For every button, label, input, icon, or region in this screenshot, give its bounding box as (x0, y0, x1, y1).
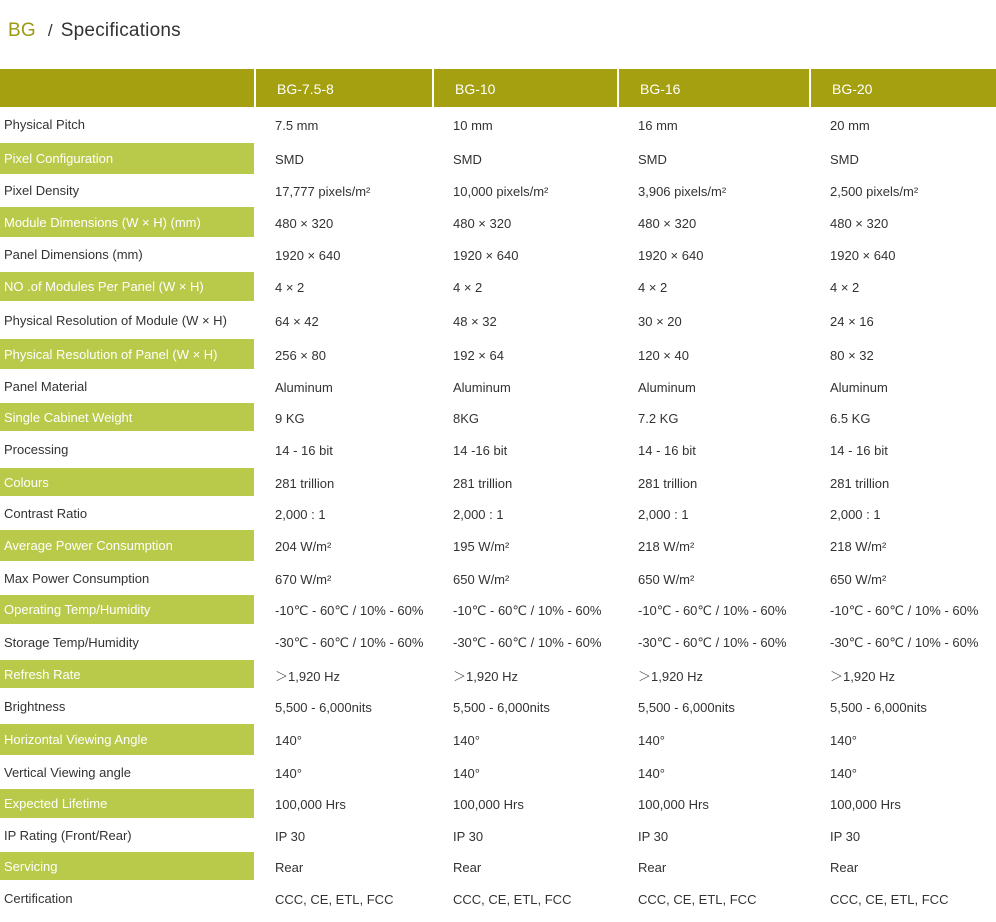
spec-label-cell (0, 787, 254, 820)
spec-value: 4 × 2 (830, 280, 860, 295)
spec-value-cell (617, 303, 809, 337)
spec-label: Module Dimensions (W × H) (mm) (4, 214, 201, 230)
spec-value-cell (254, 270, 432, 303)
spec-value: Rear (638, 859, 667, 875)
table-row (0, 787, 996, 820)
spec-value: Rear (453, 859, 482, 875)
table-row (0, 141, 996, 176)
spec-label-cell (0, 239, 254, 270)
spec-value-cell (809, 658, 996, 690)
spec-value-cell (432, 239, 617, 270)
spec-value-cell (254, 176, 432, 205)
spec-value-cell (809, 141, 996, 176)
spec-value-cell (432, 626, 617, 658)
spec-value: 6.5 KG (830, 410, 871, 426)
spec-value-cell (432, 563, 617, 593)
spec-value: 480 × 320 (453, 215, 512, 231)
spec-value-cell (432, 141, 617, 176)
spec-value: 7.5 mm (275, 117, 319, 133)
model-name: BG-20 (832, 81, 873, 97)
spec-value-cell (809, 107, 996, 141)
spec-label-cell (0, 401, 254, 433)
spec-label-cell (0, 498, 254, 528)
spec-value: 650 W/m² (830, 571, 887, 587)
spec-value: -30℃ - 60℃ / 10% - 60% (453, 635, 602, 650)
spec-value: 140° (275, 765, 302, 781)
table-row (0, 303, 996, 337)
spec-value-cell (254, 690, 432, 722)
spec-value: CCC, CE, ETL, FCC (830, 892, 949, 907)
spec-value: 256 × 80 (275, 347, 326, 363)
spec-value: 80 × 32 (830, 347, 874, 363)
spec-label: Certification (4, 891, 73, 906)
spec-value-cell (432, 205, 617, 239)
spec-label-cell (0, 141, 254, 176)
spec-value: 5,500 - 6,000nits (830, 699, 927, 715)
spec-label-cell (0, 593, 254, 626)
spec-value-cell (809, 787, 996, 820)
spec-value-cell (617, 107, 809, 141)
spec-value: 14 - 16 bit (830, 443, 888, 458)
table-row (0, 563, 996, 593)
spec-value: IP 30 (638, 828, 669, 844)
table-row (0, 107, 996, 141)
spec-value: 2,000 : 1 (275, 506, 326, 522)
spec-value: 2,000 : 1 (638, 506, 689, 522)
spec-label: IP Rating (Front/Rear) (4, 827, 132, 843)
spec-value: 480 × 320 (638, 215, 697, 231)
spec-label-cell (0, 107, 254, 141)
spec-value: 100,000 Hrs (638, 797, 709, 812)
spec-value-cell (809, 722, 996, 757)
table-row (0, 850, 996, 882)
spec-value-cell (617, 563, 809, 593)
table-row (0, 528, 996, 563)
spec-value-cell (617, 466, 809, 498)
spec-value-cell (432, 593, 617, 626)
spec-label: Single Cabinet Weight (4, 409, 133, 425)
spec-value: IP 30 (453, 828, 484, 844)
spec-label-cell (0, 205, 254, 239)
spec-value-cell (809, 466, 996, 498)
spec-value-cell (617, 882, 809, 915)
spec-value-cell (617, 593, 809, 626)
spec-value: 281 trillion (830, 475, 890, 491)
spec-value: 204 W/m² (275, 539, 332, 554)
spec-value-cell (617, 270, 809, 303)
spec-value: 120 × 40 (638, 347, 689, 363)
spec-value: 281 trillion (275, 475, 335, 491)
spec-label-cell (0, 820, 254, 850)
header-model-cell (432, 69, 617, 107)
spec-value: 14 -16 bit (453, 443, 508, 458)
spec-value: 218 W/m² (830, 539, 887, 554)
spec-label-cell (0, 466, 254, 498)
table-row (0, 820, 996, 850)
specifications-table (0, 69, 996, 915)
spec-value-cell (809, 176, 996, 205)
spec-value: 100,000 Hrs (830, 797, 901, 812)
spec-value: Aluminum (453, 379, 511, 395)
spec-value: 17,777 pixels/m² (275, 184, 371, 199)
spec-value: CCC, CE, ETL, FCC (275, 892, 394, 907)
spec-value-cell (432, 337, 617, 371)
spec-label: Pixel Configuration (4, 151, 114, 166)
spec-value-cell (254, 466, 432, 498)
spec-value: -10℃ - 60℃ / 10% - 60% (275, 602, 424, 618)
spec-value-cell (809, 593, 996, 626)
spec-value-cell (617, 401, 809, 433)
spec-value-cell (254, 498, 432, 528)
spec-value: 48 × 32 (453, 313, 497, 329)
spec-value-cell (254, 850, 432, 882)
spec-label-cell (0, 433, 254, 466)
spec-value: 281 trillion (453, 475, 513, 491)
table-row (0, 690, 996, 722)
spec-value-cell (432, 722, 617, 757)
spec-value-cell (254, 820, 432, 850)
spec-label-cell (0, 757, 254, 787)
spec-label: Average Power Consumption (4, 538, 173, 553)
spec-value-cell (254, 433, 432, 466)
spec-value-cell (432, 371, 617, 401)
spec-label-cell (0, 658, 254, 690)
spec-value-cell (809, 757, 996, 787)
spec-value-cell (254, 593, 432, 626)
spec-value: 140° (638, 765, 665, 781)
model-name: BG-7.5-8 (277, 81, 334, 97)
spec-value: -10℃ - 60℃ / 10% - 60% (830, 602, 979, 618)
spec-value-cell (254, 563, 432, 593)
spec-value-cell (617, 498, 809, 528)
spec-label: NO .of Modules Per Panel (W × H) (4, 279, 204, 294)
spec-value-cell (432, 270, 617, 303)
spec-value: 650 W/m² (453, 571, 510, 587)
spec-value-cell (809, 401, 996, 433)
spec-label: Refresh Rate (4, 666, 81, 682)
spec-value-cell (809, 337, 996, 371)
breadcrumb-root-link[interactable]: BG (8, 20, 36, 41)
spec-value: 3,906 pixels/m² (638, 184, 727, 199)
spec-value-cell (809, 882, 996, 915)
spec-value-cell (432, 303, 617, 337)
spec-value-cell (617, 205, 809, 239)
spec-value: 8KG (453, 410, 480, 426)
spec-value-cell (809, 820, 996, 850)
spec-value-cell (254, 882, 432, 915)
spec-value-cell (809, 371, 996, 401)
table-row (0, 433, 996, 466)
spec-value-cell (617, 722, 809, 757)
spec-value-cell (809, 239, 996, 270)
spec-label-cell (0, 303, 254, 337)
table-row (0, 498, 996, 528)
spec-value-cell (617, 528, 809, 563)
spec-value: 480 × 320 (275, 215, 334, 231)
spec-label-cell (0, 882, 254, 915)
spec-label: Panel Material (4, 378, 88, 394)
spec-label-cell (0, 722, 254, 757)
spec-value: 10,000 pixels/m² (453, 184, 549, 199)
spec-value-cell (809, 850, 996, 882)
table-row (0, 239, 996, 270)
spec-value-cell (617, 820, 809, 850)
spec-label-cell (0, 176, 254, 205)
spec-value: SMD (638, 152, 667, 167)
spec-value-cell (809, 270, 996, 303)
spec-value: 650 W/m² (638, 571, 695, 587)
breadcrumb (8, 20, 181, 46)
spec-value-cell (254, 141, 432, 176)
table-row (0, 401, 996, 433)
spec-value-cell (809, 205, 996, 239)
spec-value: 10 mm (453, 117, 493, 133)
spec-value: 140° (453, 733, 480, 748)
spec-value: Rear (830, 859, 859, 875)
model-name: BG-16 (640, 81, 681, 97)
spec-value-cell (617, 176, 809, 205)
spec-value-cell (432, 757, 617, 787)
spec-value-cell (809, 626, 996, 658)
spec-value: 5,500 - 6,000nits (275, 699, 372, 715)
spec-value: 1920 × 640 (453, 248, 519, 263)
header-label-cell (0, 69, 254, 107)
spec-label: Operating Temp/Humidity (4, 602, 151, 617)
spec-value-cell (254, 528, 432, 563)
spec-value: SMD (830, 152, 859, 167)
spec-value: ＞1,920 Hz (638, 668, 704, 684)
spec-value: 100,000 Hrs (275, 797, 346, 812)
spec-label: Colours (4, 474, 49, 490)
spec-value: 140° (830, 733, 857, 748)
spec-value-cell (254, 401, 432, 433)
spec-value: 1920 × 640 (275, 248, 341, 263)
spec-value: 1920 × 640 (830, 248, 896, 263)
table-row (0, 176, 996, 205)
spec-value-cell (432, 176, 617, 205)
spec-value: -30℃ - 60℃ / 10% - 60% (830, 635, 979, 650)
header-model-cell (809, 69, 996, 107)
spec-value: SMD (275, 152, 304, 167)
table-header-row (0, 69, 996, 107)
table-row (0, 371, 996, 401)
spec-value: 140° (453, 765, 480, 781)
spec-value: 14 - 16 bit (638, 443, 696, 458)
spec-value-cell (254, 787, 432, 820)
spec-value-cell (432, 882, 617, 915)
spec-value-cell (432, 528, 617, 563)
spec-label: Storage Temp/Humidity (4, 634, 139, 650)
spec-value: 195 W/m² (453, 539, 510, 554)
spec-label: Pixel Density (4, 183, 80, 198)
spec-value-cell (617, 371, 809, 401)
spec-label-cell (0, 371, 254, 401)
spec-value: -30℃ - 60℃ / 10% - 60% (275, 635, 424, 650)
table-row (0, 466, 996, 498)
spec-value: 218 W/m² (638, 539, 695, 554)
spec-value: 140° (638, 733, 665, 748)
spec-value: IP 30 (830, 828, 861, 844)
spec-value-cell (432, 658, 617, 690)
spec-value: Aluminum (275, 379, 333, 395)
spec-value-cell (432, 690, 617, 722)
spec-value-cell (254, 757, 432, 787)
spec-value-cell (432, 787, 617, 820)
spec-value: CCC, CE, ETL, FCC (638, 892, 757, 907)
spec-value: 480 × 320 (830, 215, 889, 231)
spec-value: 14 - 16 bit (275, 443, 333, 458)
spec-value: 2,500 pixels/m² (830, 184, 919, 199)
spec-value: 7.2 KG (638, 410, 679, 426)
page-title: Specifications (60, 20, 181, 41)
spec-value: 100,000 Hrs (453, 797, 524, 812)
spec-value-cell (254, 658, 432, 690)
spec-label: Vertical Viewing angle (4, 764, 131, 780)
spec-value-cell (617, 690, 809, 722)
spec-value-cell (254, 303, 432, 337)
spec-label: Panel Dimensions (mm) (4, 247, 143, 262)
spec-value: 16 mm (638, 117, 678, 133)
spec-value-cell (254, 371, 432, 401)
spec-value: 4 × 2 (453, 280, 483, 295)
spec-value: IP 30 (275, 828, 306, 844)
spec-value-cell (254, 337, 432, 371)
table-row (0, 270, 996, 303)
spec-value: Aluminum (830, 379, 888, 395)
model-name: BG-10 (455, 81, 496, 97)
spec-value-cell (617, 239, 809, 270)
spec-value: 24 × 16 (830, 313, 874, 329)
spec-value: Aluminum (638, 379, 696, 395)
spec-label: Physical Resolution of Panel (W × H) (4, 346, 218, 362)
spec-value: Rear (275, 859, 304, 875)
spec-value: 670 W/m² (275, 571, 332, 587)
breadcrumb-separator: / (47, 21, 53, 40)
spec-value-cell (809, 433, 996, 466)
header-model-cell (617, 69, 809, 107)
spec-value-cell (617, 757, 809, 787)
table-row (0, 882, 996, 915)
spec-value-cell (432, 820, 617, 850)
spec-value: 281 trillion (638, 475, 698, 491)
spec-value: 64 × 42 (275, 313, 319, 329)
spec-value: 4 × 2 (275, 280, 305, 295)
spec-label: Processing (4, 442, 69, 457)
spec-label-cell (0, 626, 254, 658)
spec-value-cell (809, 563, 996, 593)
spec-label: Servicing (4, 858, 58, 874)
table-row (0, 722, 996, 757)
spec-label: Expected Lifetime (4, 796, 108, 811)
spec-value-cell (809, 303, 996, 337)
spec-value: 2,000 : 1 (830, 506, 881, 522)
spec-label-cell (0, 850, 254, 882)
spec-value: 192 × 64 (453, 347, 504, 363)
spec-value-cell (432, 433, 617, 466)
spec-value-cell (617, 626, 809, 658)
spec-value: 5,500 - 6,000nits (638, 699, 735, 715)
spec-value-cell (254, 626, 432, 658)
spec-label: Max Power Consumption (4, 570, 150, 586)
spec-value-cell (617, 433, 809, 466)
spec-value-cell (432, 498, 617, 528)
spec-value: 140° (830, 765, 857, 781)
spec-label-cell (0, 563, 254, 593)
spec-label: Horizontal Viewing Angle (4, 732, 148, 747)
spec-value: SMD (453, 152, 482, 167)
spec-value-cell (617, 658, 809, 690)
header-model-cell (254, 69, 432, 107)
spec-value: 1920 × 640 (638, 248, 704, 263)
spec-label: Physical Resolution of Module (W × H) (4, 312, 227, 328)
spec-value-cell (617, 850, 809, 882)
spec-value: ＞1,920 Hz (275, 668, 341, 684)
spec-value: CCC, CE, ETL, FCC (453, 892, 572, 907)
spec-value-cell (432, 850, 617, 882)
spec-value: 2,000 : 1 (453, 506, 504, 522)
table-row (0, 658, 996, 690)
table-row (0, 757, 996, 787)
spec-value-cell (617, 141, 809, 176)
spec-value-cell (432, 107, 617, 141)
table-row (0, 337, 996, 371)
spec-value: -10℃ - 60℃ / 10% - 60% (453, 602, 602, 618)
spec-label-cell (0, 690, 254, 722)
table-row (0, 626, 996, 658)
spec-value-cell (254, 107, 432, 141)
spec-value-cell (254, 239, 432, 270)
spec-label-cell (0, 337, 254, 371)
spec-value-cell (254, 722, 432, 757)
spec-value-cell (432, 466, 617, 498)
table-row (0, 205, 996, 239)
spec-value: 5,500 - 6,000nits (453, 699, 550, 715)
spec-value: ＞1,920 Hz (830, 668, 896, 684)
spec-label: Physical Pitch (4, 116, 85, 132)
spec-value-cell (617, 787, 809, 820)
spec-value: 140° (275, 733, 302, 748)
spec-value-cell (617, 337, 809, 371)
spec-value-cell (254, 205, 432, 239)
spec-label-cell (0, 528, 254, 563)
spec-value-cell (432, 401, 617, 433)
spec-value: 4 × 2 (638, 280, 668, 295)
table-row (0, 593, 996, 626)
spec-value: -10℃ - 60℃ / 10% - 60% (638, 602, 787, 618)
spec-value: -30℃ - 60℃ / 10% - 60% (638, 635, 787, 650)
spec-label: Brightness (4, 698, 66, 714)
spec-value: 20 mm (830, 117, 870, 133)
spec-value: 30 × 20 (638, 313, 682, 329)
spec-label-cell (0, 270, 254, 303)
spec-value-cell (809, 528, 996, 563)
spec-value-cell (809, 498, 996, 528)
spec-value: ＞1,920 Hz (453, 668, 519, 684)
spec-value-cell (809, 690, 996, 722)
spec-value: 9 KG (275, 410, 305, 426)
spec-label: Contrast Ratio (4, 505, 88, 521)
